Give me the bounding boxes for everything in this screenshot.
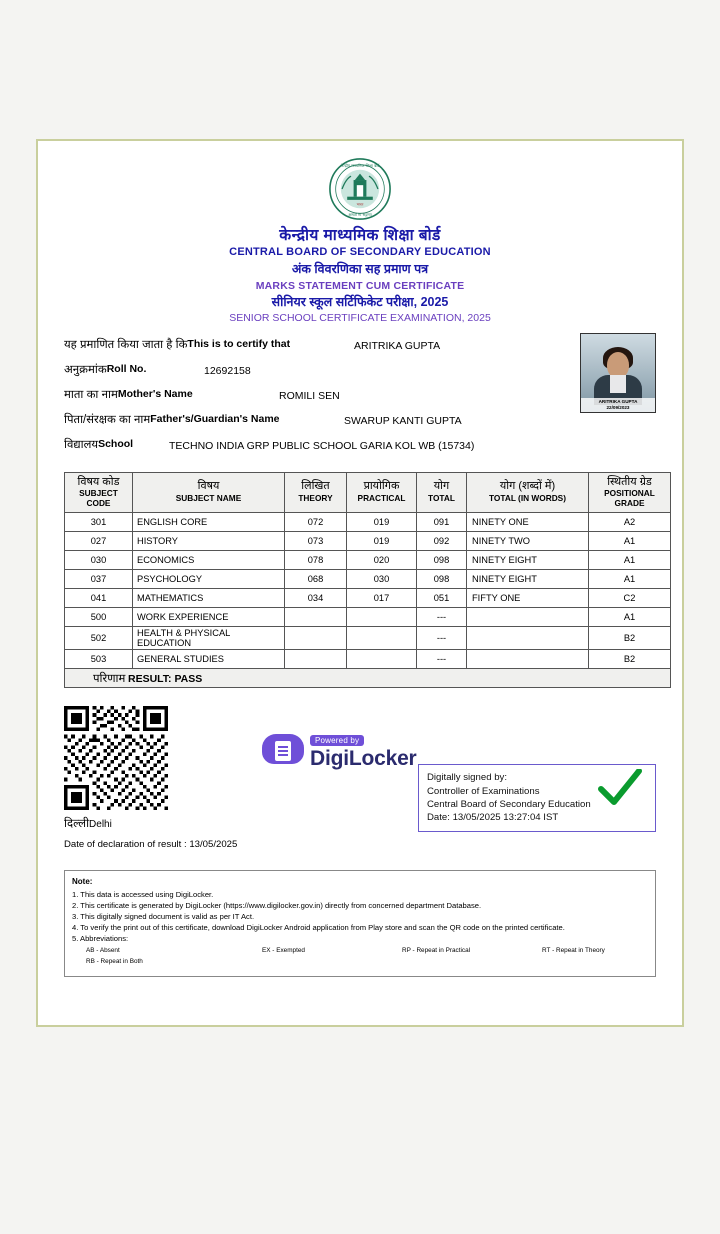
cell-grade: A1 — [589, 608, 671, 627]
note-item: 3. This digitally signed document is valid as per IT Act. — [72, 911, 255, 921]
table-row — [65, 608, 671, 627]
cell-practical: 020 — [347, 551, 417, 570]
abbr-rb: RB - Repeat in Both — [86, 957, 143, 965]
roll-row — [64, 362, 656, 387]
header-grade — [589, 472, 671, 513]
cell-total: 091 — [417, 513, 467, 532]
cell-theory: 073 — [285, 532, 347, 551]
table-row — [65, 532, 671, 551]
cell-practical: 019 — [347, 513, 417, 532]
school-label-english: School — [98, 438, 134, 451]
cell-grade: A1 — [589, 532, 671, 551]
header-total-hi: योग — [433, 480, 450, 493]
document-header — [48, 226, 672, 325]
doc-title-hindi: अंक विवरणिका सह प्रमाण पत्र — [291, 262, 429, 277]
board-name-english: CENTRAL BOARD OF SECONDARY EDUCATION — [229, 246, 491, 259]
cell-name: ENGLISH CORE — [133, 513, 285, 532]
header-subject-code — [65, 472, 133, 513]
table-row — [65, 650, 671, 669]
header-subject-code-hi: विषय कोड — [77, 475, 120, 488]
verified-check-icon — [597, 769, 643, 809]
cell-code: 301 — [65, 513, 133, 532]
cell-code: 503 — [65, 650, 133, 669]
cell-practical: 017 — [347, 589, 417, 608]
note-item: 4. To verify the print out of this certificate, download DigiLocker Android application from Play store and scan the QR code on the printed certificate. — [72, 922, 565, 932]
result-label-hindi: परिणाम — [93, 672, 126, 685]
father-label-hindi: पिता/संरक्षक का नाम — [64, 413, 151, 426]
header-total-words-hi: योग (शब्दों में) — [499, 480, 556, 493]
father-row — [64, 412, 656, 437]
certify-row — [64, 337, 656, 362]
photo-caption-name: ARITRIKA GUPTA — [598, 398, 638, 404]
cell-practical: 019 — [347, 532, 417, 551]
header-total-en: TOTAL — [428, 493, 455, 504]
cell-total: --- — [417, 608, 467, 627]
digilocker-logo — [260, 726, 440, 774]
cell-practical — [347, 650, 417, 669]
cell-name: MATHEMATICS — [133, 589, 285, 608]
mother-name-value: ROMILI SEN — [279, 389, 340, 402]
certificate-card — [36, 139, 684, 1027]
header-theory — [285, 472, 347, 513]
header-practical — [347, 472, 417, 513]
cell-name: PSYCHOLOGY — [133, 570, 285, 589]
cell-theory — [285, 627, 347, 650]
cell-code: 041 — [65, 589, 133, 608]
cell-name: ECONOMICS — [133, 551, 285, 570]
note-item: 5. Abbreviations: — [72, 933, 129, 943]
abbreviations-row — [72, 946, 648, 968]
cell-theory — [285, 650, 347, 669]
cell-words: NINETY EIGHT — [467, 570, 589, 589]
cell-code: 030 — [65, 551, 133, 570]
cell-words — [467, 627, 589, 650]
header-total-words-en: TOTAL (IN WORDS) — [489, 493, 566, 504]
cell-theory: 078 — [285, 551, 347, 570]
cell-name: HISTORY — [133, 532, 285, 551]
cell-words: NINETY ONE — [467, 513, 589, 532]
place-english: Delhi — [89, 819, 112, 831]
photo-caption — [581, 398, 655, 412]
table-row — [65, 589, 671, 608]
board-name-hindi: केन्द्रीय माध्यमिक शिक्षा बोर्ड — [279, 227, 441, 244]
cell-theory: 072 — [285, 513, 347, 532]
note-title: Note: — [72, 877, 93, 887]
header-total-words — [467, 472, 589, 513]
header-subject-code-en: SUBJECT CODE — [79, 488, 118, 508]
school-row — [64, 437, 656, 462]
declaration-label: Date of declaration of result : — [64, 839, 187, 851]
cell-code: 027 — [65, 532, 133, 551]
abbr-rp: RP - Repeat in Practical — [402, 946, 471, 954]
cell-words — [467, 650, 589, 669]
abbr-ab: AB - Absent — [86, 946, 120, 954]
header-practical-en: PRACTICAL — [357, 493, 406, 504]
table-row — [65, 513, 671, 532]
certificate-inner — [48, 151, 672, 1015]
marks-header-row — [65, 472, 671, 513]
marks-table — [64, 472, 671, 689]
certify-label-english: This is to certify that — [187, 338, 291, 351]
result-row — [65, 669, 671, 688]
header-grade-en: POSITIONAL GRADE — [604, 488, 655, 508]
lower-section — [64, 706, 656, 866]
digilocker-cloud-icon — [260, 727, 306, 773]
cell-words — [467, 608, 589, 627]
cell-theory — [285, 608, 347, 627]
signature-line-1: Digitally signed by: — [427, 772, 507, 784]
photo-image — [581, 334, 655, 412]
cell-words: NINETY TWO — [467, 532, 589, 551]
school-name-value: TECHNO INDIA GRP PUBLIC SCHOOL GARIA KOL WB (15734) — [169, 439, 475, 452]
roll-no-value: 12692158 — [204, 364, 251, 377]
header-theory-hi: लिखित — [301, 480, 330, 493]
powered-by-label: Powered by — [310, 735, 364, 746]
signature-line-3: Central Board of Secondary Education — [427, 798, 591, 810]
cell-code: 037 — [65, 570, 133, 589]
header-practical-hi: प्रायोगिक — [363, 480, 400, 493]
school-label-hindi: विद्यालय — [64, 438, 99, 451]
cell-grade: B2 — [589, 650, 671, 669]
certify-label-hindi: यह प्रमाणित किया जाता है कि — [64, 338, 188, 351]
cell-practical — [347, 627, 417, 650]
student-particulars — [64, 337, 656, 462]
cell-name: HEALTH & PHYSICAL EDUCATION — [133, 627, 285, 650]
digilocker-brand: DigiLocker — [310, 747, 417, 771]
cbse-logo-wrap — [48, 157, 672, 226]
student-name-value: ARITRIKA GUPTA — [354, 339, 441, 352]
father-label-english: Father's/Guardian's Name — [150, 413, 280, 426]
digital-signature-box — [418, 764, 656, 832]
note-box — [64, 870, 656, 977]
header-grade-hi: स्थितीय ग्रेड — [607, 475, 652, 488]
cell-total: 098 — [417, 570, 467, 589]
header-subject-name-hi: विषय — [197, 480, 220, 493]
cell-grade: B2 — [589, 627, 671, 650]
cell-grade: A2 — [589, 513, 671, 532]
result-label-english: RESULT: PASS — [127, 672, 203, 685]
roll-label-english: Roll No. — [106, 363, 147, 376]
abbr-ex: EX - Exempted — [262, 946, 305, 954]
qr-code[interactable] — [64, 706, 168, 810]
cell-name: WORK EXPERIENCE — [133, 608, 285, 627]
cell-theory: 034 — [285, 589, 347, 608]
svg-text:केन्द्रीय माध्यमिक शिक्षा बोर्: केन्द्रीय माध्यमिक शिक्षा बोर्ड — [340, 163, 380, 169]
cell-grade: C2 — [589, 589, 671, 608]
cell-total: --- — [417, 627, 467, 650]
photo-caption-date: 22/09/2023 — [606, 404, 630, 410]
header-subject-name — [133, 472, 285, 513]
signature-line-2: Controller of Examinations — [427, 785, 540, 797]
exam-title-hindi: सीनियर स्कूल सर्टिफिकेट परीक्षा, 2025 — [271, 294, 449, 309]
declaration-date: 13/05/2025 — [189, 839, 238, 851]
doc-title-english: MARKS STATEMENT CUM CERTIFICATE — [255, 279, 465, 292]
header-theory-en: THEORY — [298, 493, 333, 504]
result-cell — [65, 669, 671, 688]
father-name-value: SWARUP KANTI GUPTA — [344, 414, 462, 427]
abbr-rt: RT - Repeat in Theory — [542, 946, 605, 954]
note-item: 1. This data is accessed using DigiLocker. — [72, 889, 214, 899]
cell-total: 051 — [417, 589, 467, 608]
cell-grade: A1 — [589, 570, 671, 589]
roll-label-hindi: अनुक्रमांक — [64, 363, 107, 376]
mother-row — [64, 387, 656, 412]
cell-total: 092 — [417, 532, 467, 551]
header-total — [417, 472, 467, 513]
photo-shirt — [610, 375, 626, 393]
note-item: 2. This certificate is generated by DigiLocker (https://www.digilocker.gov.in) directly from concerned department Database. — [72, 900, 482, 910]
cell-name: GENERAL STUDIES — [133, 650, 285, 669]
table-row — [65, 570, 671, 589]
declaration-date-row — [64, 839, 237, 850]
cell-words: NINETY EIGHT — [467, 551, 589, 570]
header-subject-name-en: SUBJECT NAME — [175, 493, 242, 504]
student-photo — [580, 333, 656, 413]
svg-text:भारत: भारत — [356, 202, 364, 207]
table-row — [65, 551, 671, 570]
signature-line-4: Date: 13/05/2025 13:27:04 IST — [427, 812, 559, 824]
place-of-issue — [64, 816, 112, 831]
document-shape — [275, 741, 291, 761]
svg-text:असतो मा सद्गमय: असतो मा सद्गमय — [348, 211, 372, 217]
table-row — [65, 627, 671, 650]
cell-grade: A1 — [589, 551, 671, 570]
cell-practical — [347, 608, 417, 627]
cell-code: 500 — [65, 608, 133, 627]
cell-total: 098 — [417, 551, 467, 570]
exam-title-english: SENIOR SCHOOL CERTIFICATE EXAMINATION, 2025 — [229, 311, 491, 324]
cell-total: --- — [417, 650, 467, 669]
mother-label-english: Mother's Name — [117, 388, 193, 401]
place-hindi: दिल्ली — [64, 818, 90, 831]
cell-words: FIFTY ONE — [467, 589, 589, 608]
cell-theory: 068 — [285, 570, 347, 589]
cell-practical: 030 — [347, 570, 417, 589]
cell-code: 502 — [65, 627, 133, 650]
cbse-emblem-icon — [328, 157, 392, 221]
mother-label-hindi: माता का नाम — [64, 388, 118, 401]
